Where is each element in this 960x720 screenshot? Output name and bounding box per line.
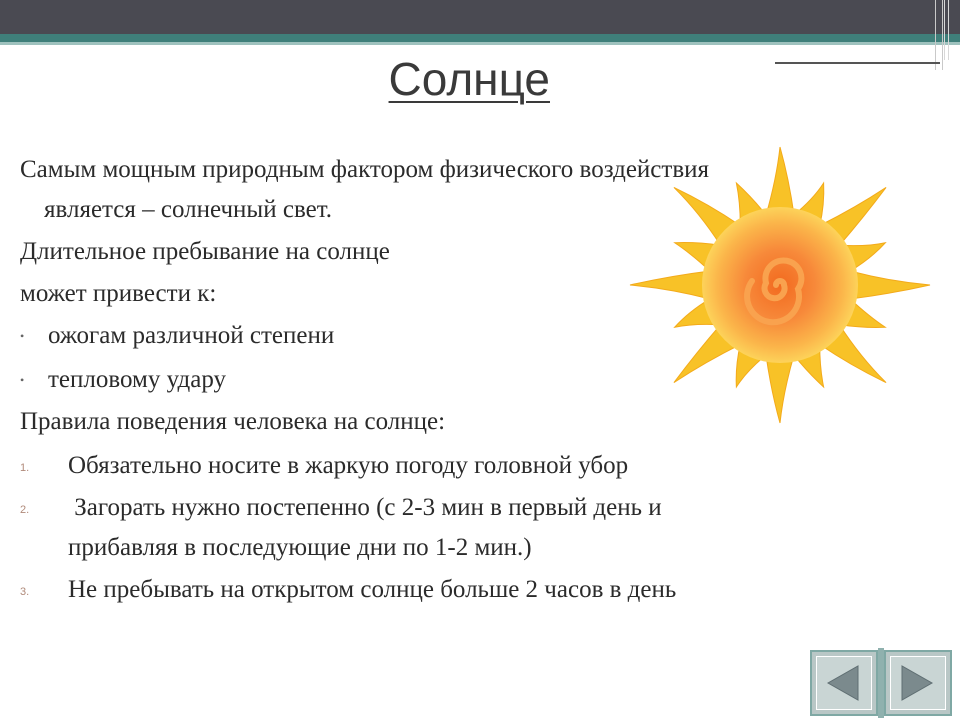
sun-illustration <box>620 140 940 430</box>
rule-text: Обязательно носите в жаркую погоду головной убор <box>68 452 629 479</box>
bullet-text: тепловому удару <box>48 366 227 393</box>
previous-slide-button[interactable] <box>810 650 878 716</box>
rule-number: 1. <box>20 462 30 474</box>
intro-line-2: является – солнечный свет. <box>44 196 332 223</box>
rule-number: 3. <box>20 586 30 598</box>
top-decorative-bar <box>0 0 960 34</box>
rules-heading: Правила поведения человека на солнце: <box>20 408 446 435</box>
long-stay-line-2: может привести к: <box>20 280 217 307</box>
sun-ray <box>766 147 794 215</box>
right-frame-decoration-inner <box>944 0 949 60</box>
triangle-right-icon <box>884 650 952 716</box>
right-frame-decoration <box>935 0 943 70</box>
sun-ray <box>766 355 794 423</box>
rule-text: Загорать нужно постепенно (с 2-3 мин в первый день и <box>68 494 662 521</box>
title-frame-line <box>775 62 940 64</box>
sun-disc <box>702 207 858 363</box>
triangle-left-icon <box>810 650 878 716</box>
rule-number: 2. <box>20 504 30 516</box>
rule-text: Не пребывать на открытом солнце больше 2 часов в день <box>68 576 677 603</box>
top-accent-stripe <box>0 34 960 42</box>
next-slide-button[interactable] <box>884 650 952 716</box>
bullet-text: ожогам различной степени <box>48 322 335 349</box>
sun-ray <box>630 271 710 299</box>
bullet-marker: • <box>20 373 25 387</box>
sun-ray <box>850 271 930 299</box>
slide-title: Солнце <box>388 53 550 105</box>
intro-line-1: Самым мощным природным фактором физического воздействия <box>20 156 710 183</box>
title-area <box>0 44 570 114</box>
long-stay-line-1: Длительное пребывание на солнце <box>20 238 390 265</box>
rule-text-continuation: прибавляя в последующие дни по 1-2 мин.) <box>68 534 532 561</box>
bullet-marker: • <box>20 329 25 343</box>
